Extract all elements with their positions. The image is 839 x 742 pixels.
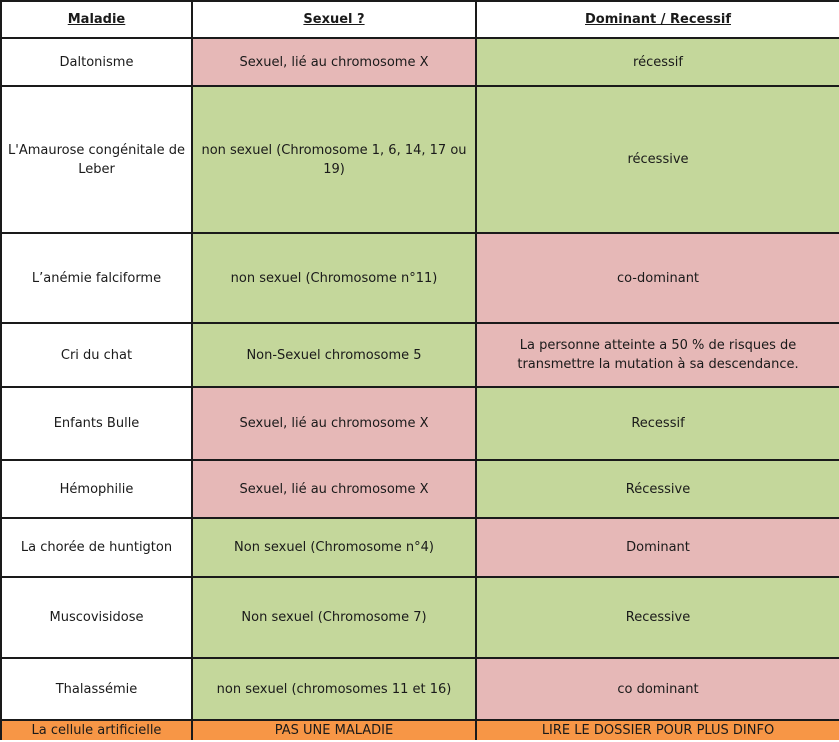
sexual-cell: Non sexuel (Chromosome 7) <box>192 577 476 658</box>
dominance-cell: récessive <box>476 86 839 233</box>
table-row <box>1 38 839 86</box>
sexual-cell: Non-Sexuel chromosome 5 <box>192 323 476 387</box>
footer-row <box>1 720 839 740</box>
sexual-cell: non sexuel (Chromosome n°11) <box>192 233 476 323</box>
table-row <box>1 387 839 460</box>
header-dominance: Dominant / Recessif <box>476 1 839 38</box>
disease-cell: Thalassémie <box>1 658 192 720</box>
header-row <box>1 1 839 38</box>
disease-cell: Cri du chat <box>1 323 192 387</box>
footer-sexual-cell: PAS UNE MALADIE <box>192 720 476 740</box>
table-row <box>1 323 839 387</box>
disease-cell: Daltonisme <box>1 38 192 86</box>
disease-cell: L'Amaurose congénitale de Leber <box>1 86 192 233</box>
sexual-cell: Sexuel, lié au chromosome X <box>192 387 476 460</box>
sexual-cell: Sexuel, lié au chromosome X <box>192 460 476 518</box>
disease-cell: Hémophilie <box>1 460 192 518</box>
dominance-cell: co-dominant <box>476 233 839 323</box>
table-row <box>1 518 839 577</box>
dominance-cell: Recessive <box>476 577 839 658</box>
table-row <box>1 658 839 720</box>
disease-cell: Enfants Bulle <box>1 387 192 460</box>
dominance-cell: récessif <box>476 38 839 86</box>
footer-disease-cell: La cellule artificielle <box>1 720 192 740</box>
table-row <box>1 460 839 518</box>
header-disease: Maladie <box>1 1 192 38</box>
disease-cell: Muscovisidose <box>1 577 192 658</box>
footer-dominance-cell: LIRE LE DOSSIER POUR PLUS DINFO <box>476 720 839 740</box>
table-row <box>1 86 839 233</box>
disease-cell: L’anémie falciforme <box>1 233 192 323</box>
sexual-cell: non sexuel (chromosomes 11 et 16) <box>192 658 476 720</box>
dominance-cell: co dominant <box>476 658 839 720</box>
disease-cell: La chorée de huntigton <box>1 518 192 577</box>
table-row <box>1 577 839 658</box>
sexual-cell: Sexuel, lié au chromosome X <box>192 38 476 86</box>
dominance-cell: Dominant <box>476 518 839 577</box>
dominance-cell: Récessive <box>476 460 839 518</box>
table-row <box>1 233 839 323</box>
sexual-cell: non sexuel (Chromosome 1, 6, 14, 17 ou 19) <box>192 86 476 233</box>
dominance-cell: La personne atteinte a 50 % de risques de transmettre la mutation à sa descendance. <box>476 323 839 387</box>
sexual-cell: Non sexuel (Chromosome n°4) <box>192 518 476 577</box>
dominance-cell: Recessif <box>476 387 839 460</box>
header-sexual: Sexuel ? <box>192 1 476 38</box>
